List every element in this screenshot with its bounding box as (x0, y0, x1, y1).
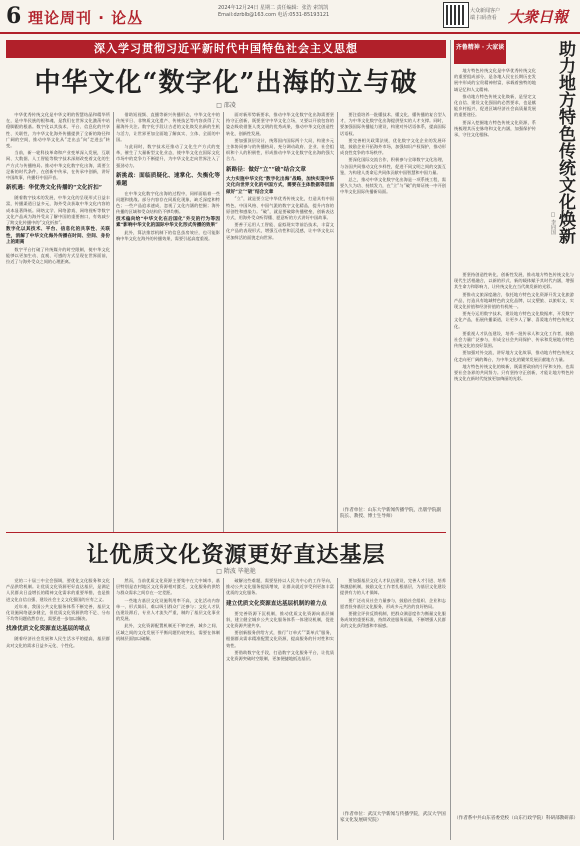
article2-author-note: （作者单位：武汉大学新闻与传播学院，武汉大学国家文化发展研究院） (340, 812, 446, 824)
article2-subhead-2: 建立优质文化资源直达基层机制的着力点 (226, 600, 327, 607)
article2-headline: 让优质文化资源更好直达基层 (86, 542, 386, 568)
theme-banner: 深入学习贯彻习近平新时代中国特色社会主义思想 (6, 40, 446, 58)
newspaper-logo: 大衆日報 (508, 8, 569, 26)
divider (223, 578, 224, 840)
section-title: 理论周刊 · 论丛 (28, 9, 144, 27)
masthead (0, 0, 580, 34)
article2-column-2: 然而，当前优质文化资源主要集中在大中城市，基层特别是农村地区文化资源相对匮乏，文化服务的供给与群众需求之间存在一定差距。 一些地方基层文化设施利用率不高，文化活动内容单一、形式陈旧，难以吸引群众广泛参与；文化人才队伍建设滞后，专业人才流失严重，制约了基层文化事业的发展。 此外，文化资源配置机制还不够完善，城乡之间、区域之间的文化发展不平衡问题仍较突出，需要在体制机制层面加以破解。 (116, 578, 220, 641)
issue-date-line: 2024年12月24日 星期二 责任编辑：张浩 索凯凯 (218, 5, 329, 11)
article1-subhead-2: 新挑战：面临质疑化、速掌化、失衡化等难题 (116, 172, 220, 187)
divider (450, 40, 451, 840)
article2-column-1: 党的二十届三中全会强调，要优化文化服务和文化产品供给机制。让优质文化资源更好直达基层，是满足人民群众日益增长的精神文化需求的重要举措，也是推进文化自信自强、建设社会主义文化强国的应有之义。 近年来，我国公共文化服务体系不断完善，基层文化设施网络逐步健全，但优质文化资源供给不足、分布不均等问题依然存在，需要进一步加以解决。 找准优质文化资源直达基层的堵点 随着经济社会发展和人民生活水平的提高，基层群众对文化的需求日益多元化、个性化。 (6, 578, 110, 648)
divider (113, 578, 114, 840)
sidebar-column-main: 要坚持创造性转化、创新性发展，推动地方特色传统文化与现代生活相融合，以新的形式、新的载体赋予其时代内涵，增强其生命力和影响力，让传统文化在当代焕发新的光彩。 要推动文旅深度融合，依托地方特色文化资源开发文化旅游产品，打造具有地域特色的文化品牌，以文塑旅、以旅彰文，实现文化价值和经济价值的有机统一。 要充分运用数字技术，建设地方特色文化数据库，开发数字文化产品，拓展传播渠道，让更多人了解、喜爱地方特色传统文化。 要重视人才队伍建设，培养一批传承人和文化工作者，鼓励社会力量广泛参与，形成全社会共同保护、传承和发展地方特色传统文化的良好氛围。 要加强对外交流，讲好地方文化故事，推动地方特色传统文化走向更广阔的舞台，为中华文化的繁荣发展贡献地方力量。 地方特色传统文化的焕新，既需要政府的引导和支持，也需要社会各界的共同努力。只有坚持守正创新，才能让地方特色传统文化在新时代绽放更加绚丽的光彩。 (454, 272, 574, 382)
article1-byline: □ 邵凌 (216, 102, 236, 109)
article1-subhead-1: 新机遇：华优秀文化传播的“文化折扣” (6, 185, 102, 192)
qr-code-icon[interactable] (444, 3, 468, 27)
article1-quote-2: 技术偏向给“中华文化在后国化”外交的行为等因素“影响中华文化的国际中华文化形式传播的效果” (116, 216, 220, 229)
divider (337, 578, 338, 840)
article1-column-2: 借助短视频、直播等新兴传播形态，中华文化中的传统节日、非物质文化遗产、传统技艺等内容获得了大量海外关注。数字化手段让古老的文化焕发出新的生机与活力，让世界更加全面地了解真实、立体、全面的中国。 与此同时，数字技术还推动了文化生产方式的变革，催生了大量新型文化业态，使中华文化在国际文化市场中的竞争力不断提升，为中华文化走向世界注入了强劲动力。 新挑战：面临质疑化、速掌化、失衡化等难题 在中华文化数字化出海的过程中，同样面临着一些问题和挑战。部分内容存在同质化现象，缺乏深度和特色；一些产品追求速成，忽视了文化内涵的挖掘；海外传播的区域和受众结构仍不够均衡。 技术偏向给“中华文化在后国化”外交的行为等因素“影响中华文化的国际中华文化形式传播的效果” 此外，算法推荐机制下的信息茧房效应，也可能影响中华文化在海外的传播效果，需要引起高度重视。 (116, 112, 220, 242)
article1-subhead-3: 新路径：做好“立”“破”结合文章 (226, 166, 306, 173)
sidebar-column-top: 地方特色传统文化是中华优秀传统文化的重要组成部分，是各地人民在长期历史发展中形成的宝贵精神财富，承载着独特的地域记忆和人文精神。 推动地方特色传统文化焕新，是坚定文化自信、建设文化强国的必然要求，也是赋能乡村振兴、促进区域经济社会高质量发展的重要途径。 要深入挖掘地方特色传统文化资源，系统梳理其历史脉络和文化内涵，加强保护传承，守住文化根脉。 (454, 68, 536, 138)
divider (337, 112, 338, 532)
article1-quote-1: 数字化以其技术、平台、信息化的共享性、关联性，消解了中华文化海外传播在时间、空间、身份上的距离 (6, 227, 110, 246)
divider (113, 112, 114, 532)
article1-column-1: 中华优秀传统文化是中华文明的智慧结晶和精华所在，是中华民族的根和魂，是我们在世界文化激荡中站稳脚跟的根基。数字化以其技术、平台、信息化的共享性、关联性，为中华文化海外传播提供了全新的路径和广阔的空间，推动中华文化从“走出去”向“走进去”转变。 当前，新一轮科技革命和产业变革深入发展，互联网、大数据、人工智能等数字技术深刻改变着文化的生产方式与传播格局。推动中华文化数字化出海，需要立足新的时代条件，在创新中传承，在传承中创新，讲好中国故事，传播好中国声音。 新机遇：华优秀文化传播的“文化折扣” 随着数字技术的发展，中华文化的呈现形式日益丰富，传播渠道日益多元，海外受众获取中华文化内容的成本显著降低。网络文学、网络游戏、网络视听等数字文化产品成为海外受众了解中国的重要窗口，有效减少了跨文化传播中的“文化折扣”。 数字化以其技术、平台、信息化的共享性、关联性，消解了中华文化海外传播在时间、空间、身份上的距离 数字平台打破了传统媒介的时空限制，使中华文化能够以更加生动、直观、可感的方式呈现在世界面前，拉近了与海外受众之间的心理距离。 (6, 112, 110, 265)
section-divider (6, 532, 446, 533)
article1-headline: 中华文化“数字化”出海的立与破 (34, 68, 418, 98)
qr-label: 大众新闻客户端 扫码查看 (470, 8, 501, 21)
issue-info (218, 5, 418, 19)
sidebar-headline: 助力地方特色传统文化焕新 (555, 40, 575, 244)
issue-contact-line: Email:dzrblb@163.com 电话:0531-85193121 (218, 12, 330, 18)
column-badge: 齐鲁精神 · 大家谈 (454, 40, 506, 64)
article1-column-3: 面对新形势新要求，推动中华文化数字化出海需要坚持守正创新，既要坚守中华文化立场，又要以开放包容的姿态吸收借鉴人类文明的优秀成果，推动中华文化创造性转化、创新性发展。 要加强顶层设计，统筹国内国际两个大局，构建多元主体协同参与的传播格局，充分调动政府、企业、社会组织和个人的积极性，形成推动中华文化数字化出海的强大合力。 新路径：做好“立”“破”结合文章 大力实施中华文化“数字化出海”战略，加快实现中华文化向世界文化的中国方式，需要在主体数据等层面做好“立”“破”结合文章 “立”，就是要立足中华优秀传统文化，打造具有中国特色、中国风格、中国气派的数字文化精品，提升内容的原创性和感染力。“破”，就是要破除传播壁垒，创新表达方式，用海外受众听得懂、愿意听的方式讲好中国故事。 要善于运用人工智能、虚拟现实等前沿技术，丰富文化产品的表现形式，增强互动性和沉浸感，让中华文化以更加鲜活的面貌走向世界。 (226, 112, 334, 240)
sidebar-byline: □ 李同国 (550, 212, 556, 235)
divider (223, 112, 224, 532)
article2-byline: □ 隋波 毕艳艳 (216, 568, 256, 575)
article1-column-4: 要注重培养一批懂技术、懂文化、懂传播的复合型人才，为中华文化数字化出海提供坚实的人才支撑。同时，要加强国际传播能力建设，构建对外话语体系，提高国际话语权。 要完善相关政策法规，优化数字文化企业的发展环境，鼓励企业开拓海外市场，加强知识产权保护，推动形成良性竞争的市场秩序。 要深化国际交流合作，积极参与全球数字文化治理，与各国共同推动文化多样性，促进不同文明之间的交流互鉴，为构建人类命运共同体贡献中国智慧和中国力量。 总之，推动中华文化数字化出海是一项系统工程，需要久久为功、持续发力，在“立”与“破”的辩证统一中开创中华文化国际传播新局面。 (340, 112, 446, 195)
article1-author-note: （作者单位：山东大学新闻传播学院，出版学院副院长、教授、博士生导师） (340, 508, 442, 520)
article2-column-4: 要加强基层文化人才队伍建设，完善人才引进、培养和激励机制，鼓励文化工作者扎根基层，为基层文化建设提供有力的人才保障。 要广泛动员社会力量参与，鼓励社会组织、企业和志愿者投身基层文化服务，形成多元共治的良好格局。 要健全评价反馈机制，把群众满意度作为衡量文化服务成效的重要标准，持续改进服务质量，不断增强人民群众的文化获得感和幸福感。 (340, 578, 446, 629)
sidebar-author-note: （作者系中共山东省委党校（山东行政学院）科研部教研部） (454, 816, 579, 821)
article2-subhead-1: 找准优质文化资源直达基层的堵点 (6, 626, 90, 633)
article1-quote-3: 大力实施中华文化“数字化出海”战略，加快实现中华文化向世界文化的中国方式，需要在主体数据等层面做好“立”“破”结合文章 (226, 176, 334, 195)
article2-column-3: 破解这些难题，需要坚持以人民为中心的工作导向，推动公共文化服务提质增效，让群众就近享受到更加丰富优质的文化服务。 建立优质文化资源直达基层机制的着力点 要完善资源下沉机制，推动优质文化资源向基层倾斜，建立健全城乡公共文化服务体系一体建设机制，促进文化资源共建共享。 要创新服务供给方式，推行“订单式”“菜单式”服务，根据群众需求精准配置文化资源，提高服务的针对性和实效性。 要借助数字化手段，打造数字文化服务平台，让优质文化资源突破时空限制，更加便捷地抵达基层。 (226, 578, 334, 662)
page-number: 6 (6, 3, 22, 29)
